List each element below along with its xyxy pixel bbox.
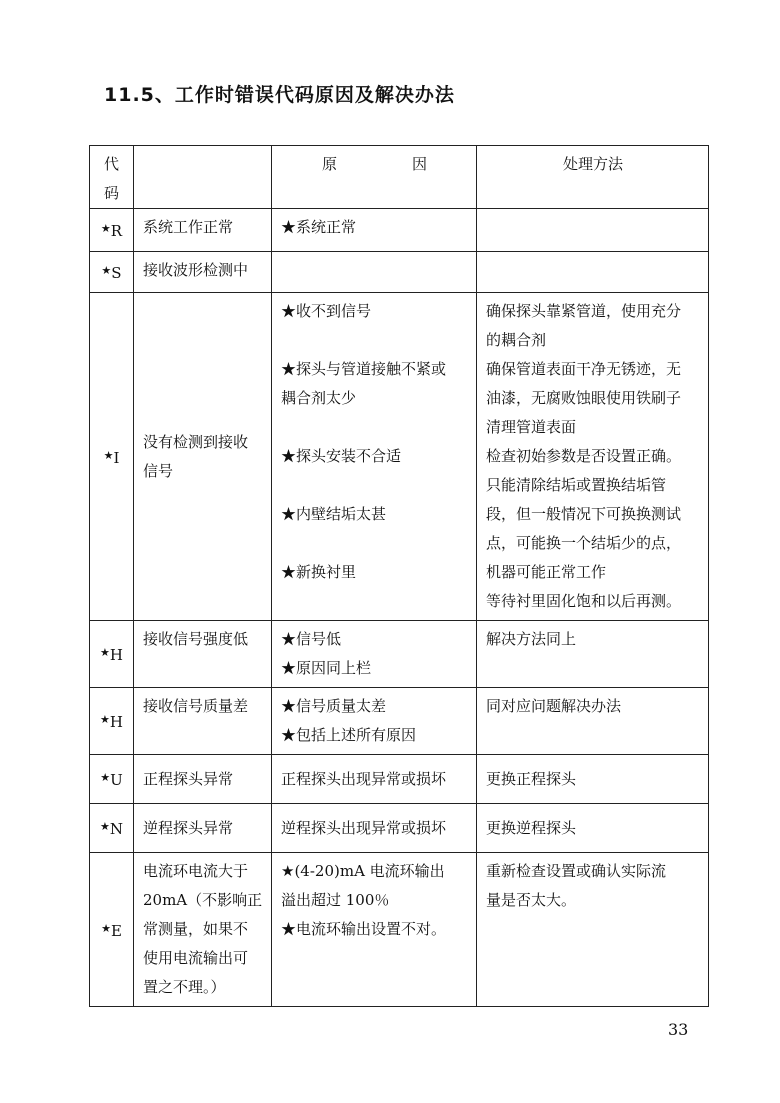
table-row bbox=[90, 209, 709, 252]
cause-cell: ★收不到信号 ★探头与管道接触不紧或 耦合剂太少 ★探头安装不合适 ★内壁结垢太甚 ★新换衬里 bbox=[272, 293, 477, 621]
header-code: 代 码 bbox=[90, 146, 134, 209]
code-cell: ★H bbox=[90, 621, 134, 688]
code-cell: ★N bbox=[90, 804, 134, 853]
star-icon: ★ bbox=[100, 222, 111, 235]
solution-cell: 更换逆程探头 bbox=[477, 804, 709, 853]
code-cell: ★U bbox=[90, 755, 134, 804]
star-icon: ★ bbox=[101, 921, 111, 935]
code-cell: ★E bbox=[90, 853, 134, 1007]
description-cell: 系统工作正常 bbox=[134, 209, 272, 252]
star-icon: ★ bbox=[101, 264, 112, 277]
cause-cell: ★系统正常 bbox=[272, 209, 477, 252]
cause-cell: 逆程探头出现异常或损坏 bbox=[272, 804, 477, 853]
header-solution: 处理方法 bbox=[477, 146, 709, 209]
table-row bbox=[90, 252, 709, 293]
header-cause: 原 因 bbox=[272, 146, 477, 209]
solution-cell bbox=[477, 209, 709, 252]
solution-cell: 重新检查设置或确认实际流 量是否太大。 bbox=[477, 853, 709, 1007]
star-icon: ★ bbox=[100, 771, 111, 784]
description-cell: 接收波形检测中 bbox=[134, 252, 272, 293]
code-cell: ★S bbox=[90, 252, 134, 293]
table-row bbox=[90, 853, 709, 1007]
code-cell: ★R bbox=[90, 209, 134, 252]
star-icon: ★ bbox=[100, 713, 110, 726]
description-cell: 逆程探头异常 bbox=[134, 804, 272, 853]
cause-cell: ★(4-20)mA 电流环输出 溢出超过 100％ ★电流环输出设置不对。 bbox=[272, 853, 477, 1007]
description-cell: 没有检测到接收 信号 bbox=[134, 293, 272, 621]
section-heading: 11.5、工作时错误代码原因及解决办法 bbox=[104, 84, 455, 106]
cause-cell bbox=[272, 252, 477, 293]
solution-cell: 同对应问题解决办法 bbox=[477, 688, 709, 755]
cause-cell: ★信号质量太差 ★包括上述所有原因 bbox=[272, 688, 477, 755]
error-code-table bbox=[89, 145, 709, 1007]
solution-cell: 解决方法同上 bbox=[477, 621, 709, 688]
table-row bbox=[90, 293, 709, 621]
table-row bbox=[90, 755, 709, 804]
star-icon: ★ bbox=[100, 820, 110, 833]
page-number: 33 bbox=[668, 1020, 689, 1039]
star-icon: ★ bbox=[103, 448, 114, 462]
description-cell: 接收信号强度低 bbox=[134, 621, 272, 688]
header-description bbox=[134, 146, 272, 209]
code-cell: ★I bbox=[90, 293, 134, 621]
table-row bbox=[90, 688, 709, 755]
solution-cell: 确保探头靠紧管道，使用充分 的耦合剂 确保管道表面干净无锈迹，无 油漆，无腐败蚀眼使用铁刷子 清理管道表面 检查初始参数是否设置正确。 只能清除结垢或置换结垢管 段，但一般情况下可换换测试 点，可能换一个结垢少的点， 机器可能正常工作 等待衬里固化饱和以后再测。 bbox=[477, 293, 709, 621]
solution-cell: 更换正程探头 bbox=[477, 755, 709, 804]
star-icon: ★ bbox=[100, 646, 110, 659]
solution-cell bbox=[477, 252, 709, 293]
table-row bbox=[90, 804, 709, 853]
description-cell: 接收信号质量差 bbox=[134, 688, 272, 755]
table-header-row bbox=[90, 146, 709, 209]
code-cell: ★H bbox=[90, 688, 134, 755]
description-cell: 正程探头异常 bbox=[134, 755, 272, 804]
table-row bbox=[90, 621, 709, 688]
cause-cell: ★信号低 ★原因同上栏 bbox=[272, 621, 477, 688]
cause-cell: 正程探头出现异常或损坏 bbox=[272, 755, 477, 804]
description-cell: 电流环电流大于 20mA（不影响正 常测量，如果不 使用电流输出可 置之不理。） bbox=[134, 853, 272, 1007]
